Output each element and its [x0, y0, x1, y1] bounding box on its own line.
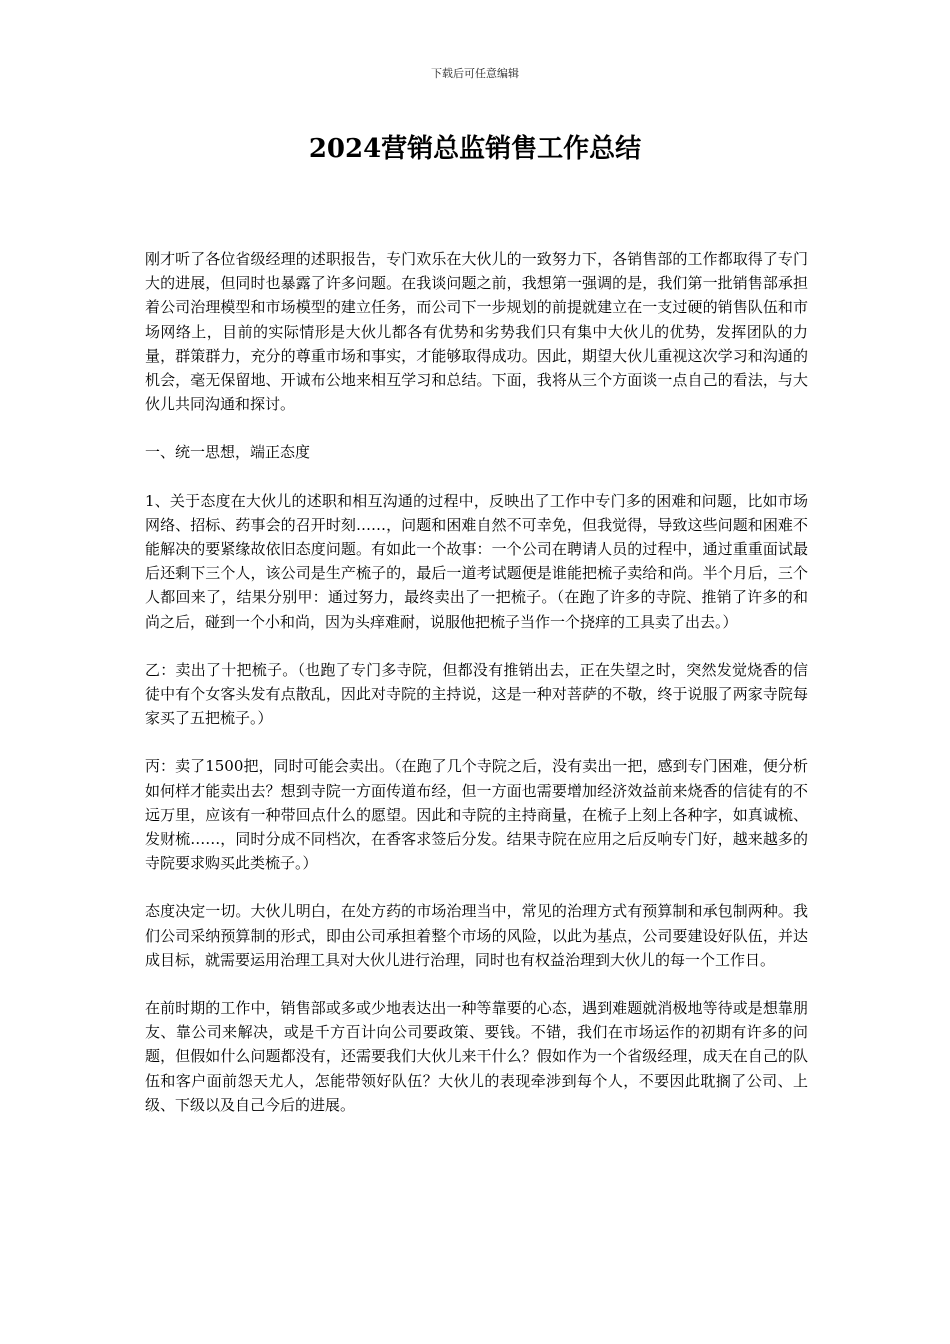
- header-note: 下载后可任意编辑: [431, 67, 519, 80]
- paragraph-attitude-story: 1、关于态度在大伙儿的述职和相互沟通的过程中，反映出了工作中专门多的困难和问题，比如市场网络、招标、药事会的召开时刻……，问题和困难自然不可幸免，但我觉得，导致这些问题和困难不能解决的要紧缘故依旧态度问题。有如此一个故事：一个公司在聘请人员的过程中，通过重重面试最后还剩下三个人，该公司是生产梳子的，最后一道考试题便是谁能把梳子卖给和尚。半个月后，三个人都回来了，结果分别甲：通过努力，最终卖出了一把梳子。（在跑了许多的寺院、推销了许多的和尚之后，碰到一个小和尚，因为头痒难耐，说服他把梳子当作一个挠痒的工具卖了出去。）: [145, 491, 808, 631]
- section-heading: 一、统一思想，端正态度: [145, 443, 311, 462]
- paragraph-attitude-decides: 态度决定一切。大伙儿明白，在处方药的市场治理当中，常见的治理方式有预算制和承包制两种。我们公司采纳预算制的形式，即由公司承担着整个市场的风险，以此为基点，公司要建设好队伍，并达成目标，就需要运用治理工具对大伙儿进行治理，同时也有权益治理到大伙儿的每一个工作日。: [145, 902, 808, 969]
- paragraph-story-b: 乙：卖出了十把梳子。（也跑了专门多寺院，但都没有推销出去，正在失望之时，突然发觉烧香的信徒中有个女客头发有点散乱，因此对寺院的主持说，这是一种对菩萨的不敬，终于说服了两家寺院每家买了五把梳子。）: [145, 660, 808, 728]
- paragraph-previous-work: 在前时期的工作中，销售部或多或少地表达出一种等靠要的心态，遇到难题就消极地等待或是想靠朋友、靠公司来解决，或是千方百计向公司要政策、要钱。不错，我们在市场运作的初期有许多的问题，但假如什么问题都没有，还需要我们大伙儿来干什么？假如作为一个省级经理，成天在自己的队伍和客户面前怨天尤人，怎能带领好队伍？大伙儿的表现牵涉到每个人，不要因此耽搁了公司、上级、下级以及自己今后的进展。: [145, 999, 808, 1114]
- document-body: [145, 247, 808, 1139]
- document-title: 2024营销总监销售工作总结: [308, 134, 642, 164]
- paragraph-story-c: 丙：卖了1500把，同时可能会卖出。（在跑了几个寺院之后，没有卖出一把，感到专门困难，便分析如何样才能卖出去？想到寺院一方面传道布经，但一方面也需要增加经济效益前来烧香的信徒有的不远万里，应该有一种带回点什么的愿望。因此和寺院的主持商量，在梳子上刻上各种字，如真诚梳、发财梳……，同时分成不同档次，在香客求签后分发。结果寺院在应用之后反响专门好，越来越多的寺院要求购买此类梳子。）: [145, 757, 808, 873]
- paragraph-intro: 刚才听了各位省级经理的述职报告，专门欢乐在大伙儿的一致努力下，各销售部的工作都取得了专门大的进展，但同时也暴露了许多问题。在我谈问题之前，我想第一强调的是，我们第一批销售部承担着公司治理模型和市场模型的建立任务，而公司下一步规划的前提就建立在一支过硬的销售队伍和市场网络上，目前的实际情形是大伙儿都各有优势和劣势我们只有集中大伙儿的优势，发挥团队的力量，群策群力，充分的尊重市场和事实，才能够取得成功。因此，期望大伙儿重视这次学习和沟通的机会，毫无保留地、开诚布公地来相互学习和总结。下面，我将从三个方面谈一点自己的看法，与大伙儿共同沟通和探讨。: [145, 250, 808, 414]
